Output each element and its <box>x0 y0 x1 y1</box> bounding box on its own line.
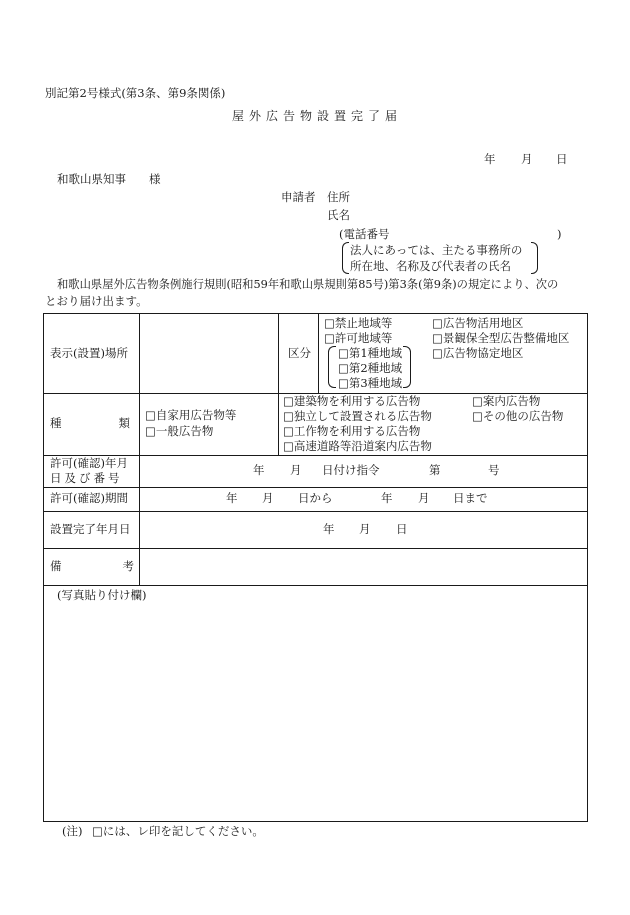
corp-note-line-1: 法人にあっては、主たる事務所の <box>350 243 523 257</box>
area-type2-checkbox[interactable]: □第2種地域 <box>338 361 403 375</box>
column-divider <box>318 313 319 393</box>
addressee: 和歌山県知事 様 <box>57 172 161 186</box>
completion-month: 月 <box>359 522 371 536</box>
permit-date-year: 年 <box>253 463 265 477</box>
row-divider <box>43 487 588 488</box>
area-type1-checkbox[interactable]: □第1種地域 <box>338 346 403 360</box>
address-label: 住所 <box>327 190 350 204</box>
column-divider <box>139 313 140 585</box>
area-subtype-bracket-right <box>403 346 411 388</box>
date-day: 日 <box>556 152 568 166</box>
phone-label: (電話番号 <box>339 227 390 241</box>
permit-number-go: 号 <box>488 463 500 477</box>
period-until-day: 日まで <box>453 491 488 505</box>
completion-label: 設置完了年月日 <box>50 522 131 536</box>
kind-guidance-checkbox[interactable]: □案内広告物 <box>472 394 541 408</box>
period-from-year: 年 <box>226 491 238 505</box>
area-utilization-checkbox[interactable]: □広告物活用地区 <box>432 316 524 330</box>
photo-attach-area[interactable] <box>46 605 585 819</box>
kind-other-checkbox[interactable]: □その他の広告物 <box>472 409 564 423</box>
phone-close-paren: ) <box>557 227 562 241</box>
permit-number-dai: 第 <box>429 463 441 477</box>
permit-date-day-directive: 日付け指令 <box>322 463 380 477</box>
date-year: 年 <box>484 152 496 166</box>
area-subtype-bracket-left <box>328 346 336 388</box>
corp-note-bracket-left <box>342 242 349 274</box>
row-divider <box>43 511 588 512</box>
row-divider <box>43 548 588 549</box>
kind-label-text: 種類 <box>50 416 187 430</box>
completion-year: 年 <box>323 522 335 536</box>
period-from-month: 月 <box>262 491 274 505</box>
form-style-label: 別記第2号様式(第3条、第9条関係) <box>45 86 226 100</box>
corp-note-line-2: 所在地、名称及び代表者の氏名 <box>350 259 511 273</box>
area-label: 区分 <box>288 346 311 360</box>
name-label: 氏名 <box>327 208 350 222</box>
note-label: (注) <box>62 824 83 838</box>
applicant-label: 申請者 <box>281 190 316 204</box>
completion-day: 日 <box>396 522 408 536</box>
kind-structure-checkbox[interactable]: □工作物を利用する広告物 <box>283 424 421 438</box>
kind-building-checkbox[interactable]: □建築物を利用する広告物 <box>283 394 421 408</box>
area-type3-checkbox[interactable]: □第3種地域 <box>338 376 403 390</box>
period-until-month: 月 <box>418 491 430 505</box>
area-permitted-checkbox[interactable]: □許可地域等 <box>324 331 393 345</box>
kind-highway-checkbox[interactable]: □高速道路等沿道案内広告物 <box>283 439 432 453</box>
period-from-day: 日から <box>298 491 333 505</box>
kind-independent-checkbox[interactable]: □独立して設置される広告物 <box>283 409 432 423</box>
permit-date-label-line-2: 日及び番号 <box>50 471 123 485</box>
remarks-field[interactable] <box>142 552 586 582</box>
kind-label <box>50 416 187 430</box>
kind-self-use-checkbox[interactable]: □自家用広告物等 <box>145 408 237 422</box>
period-label: 許可(確認)期間 <box>50 491 128 505</box>
body-text-line-1: 和歌山県屋外広告物条例施行規則(昭和59年和歌山県規則第85号)第3条(第9条)の規定により、次の <box>57 278 559 291</box>
area-landscape-checkbox[interactable]: □景観保全型広告整備地区 <box>432 331 570 345</box>
remarks-label-text: 備考 <box>50 559 195 573</box>
body-text-line-2: とおり届け出ます。 <box>45 294 148 308</box>
note-text: □には、レ印を記してください。 <box>92 824 264 838</box>
location-label: 表示(設置)場所 <box>50 346 128 360</box>
column-divider <box>278 313 279 393</box>
period-until-year: 年 <box>381 491 393 505</box>
corp-note-bracket-right <box>531 242 538 274</box>
column-divider <box>278 393 279 455</box>
permit-date-month: 月 <box>290 463 302 477</box>
permit-date-label-line-1: 許可(確認)年月 <box>50 456 128 470</box>
area-agreement-checkbox[interactable]: □広告物協定地区 <box>432 346 524 360</box>
kind-general-checkbox[interactable]: □一般広告物 <box>145 424 214 438</box>
area-prohibited-checkbox[interactable]: □禁止地域等 <box>324 316 393 330</box>
date-month: 月 <box>521 152 533 166</box>
form-title: 屋外広告物設置完了届 <box>232 109 403 123</box>
row-divider <box>43 585 588 586</box>
photo-area-label: (写真貼り付け欄) <box>57 588 147 602</box>
